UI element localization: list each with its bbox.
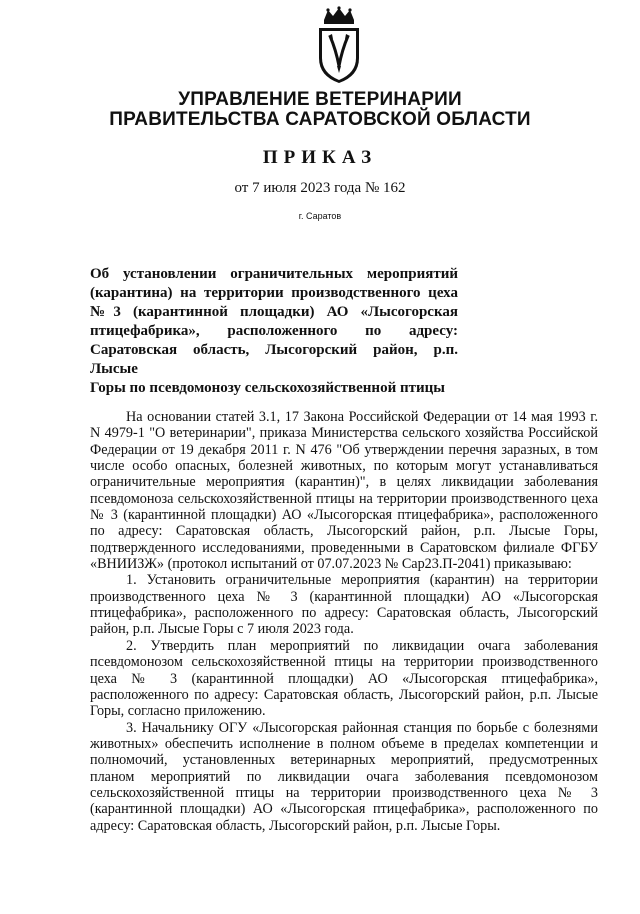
- coat-of-arms-icon: [310, 6, 368, 86]
- subject-line: птицефабрика», расположенного по адресу:: [90, 323, 458, 339]
- preamble-paragraph: На основании статей 3.1, 17 Закона Российской Федерации от 14 мая 1993 г. N 4979-1 "О ветеринарии", приказа Министерства сельского хозяйства Российской Федерации от 19 декабря 2011 г. N 476 "Об утверждении перечня заразных, в том числе особо опасных, болезней животных, по которым могут устанавливаться ограничительные мероприятия (карантин)", в целях ликвидации заболевания псевдомоноза сельскохозяйственной птицы на территории производственного цеха № 3 (карантинной площадки) АО «Лысогорская птицефабрика», расположенного по адресу: Саратовская область, Лысогорский район, р.п. Лысые Горы, подтвержденного исследованиями, проведенными в Саратовском филиале ФГБУ «ВНИИЗЖ» (протокол испытаний от 07.07.2023 № Сар23.П-2041) приказываю:: [90, 409, 598, 573]
- document-body: [90, 409, 598, 834]
- document-city: г. Саратов: [298, 211, 342, 221]
- subject-line: Об установлении ограничительных мероприятий: [90, 266, 458, 282]
- document-date-number: от 7 июля 2023 года № 162: [234, 180, 406, 196]
- order-item-2: 2. Утвердить план мероприятий по ликвидации очага заболевания псевдомонозом сельскохозяйственной птицы на территории производственного цеха № 3 (карантинной площадки) АО «Лысогорская птицефабрика», расположенного по адресу: Саратовская область, Лысогорский район, р.п. Лысые Горы, согласно приложению.: [90, 637, 598, 720]
- document-type: ПРИКАЗ: [262, 147, 378, 168]
- subject-line: Горы по псевдомонозу сельскохозяйственной птицы: [90, 380, 445, 396]
- organization-name-line1: УПРАВЛЕНИЕ ВЕТЕРИНАРИИ: [178, 89, 462, 110]
- document-subject: [90, 265, 458, 398]
- organization-name-line2: ПРАВИТЕЛЬСТВА САРАТОВСКОЙ ОБЛАСТИ: [109, 109, 531, 130]
- subject-line: №3 (карантинной площадки) АО «Лысогорская: [90, 304, 458, 320]
- order-item-3: 3. Начальнику ОГУ «Лысогорская районная станция по борьбе с болезнями животных» обеспечить исполнение в полном объеме в пределах компетенции и полномочий, установленных ветеринарных мероприятий, предусмотренных планом мероприятий по ликвидации очага заболевания псевдомонозом сельскохозяйственной птицы на территории производственного цеха № 3 (карантинной площадки) АО «Лысогорская птицефабрика», расположенного по адресу: Саратовская область, Лысогорский район, р.п. Лысые Горы.: [90, 719, 598, 834]
- order-item-1: 1. Установить ограничительные мероприятия (карантин) на территории производственного цеха № 3 (карантинной площадки) АО «Лысогорская птицефабрика», расположенного по адресу: Саратовская область, Лысогорский район, р.п. Лысые Горы с 7 июля 2023 года.: [90, 572, 598, 638]
- subject-line: Саратовская область, Лысогорский район, р.п. Лысые: [90, 342, 458, 377]
- subject-line: (карантина) на территории производственного цеха: [90, 285, 458, 301]
